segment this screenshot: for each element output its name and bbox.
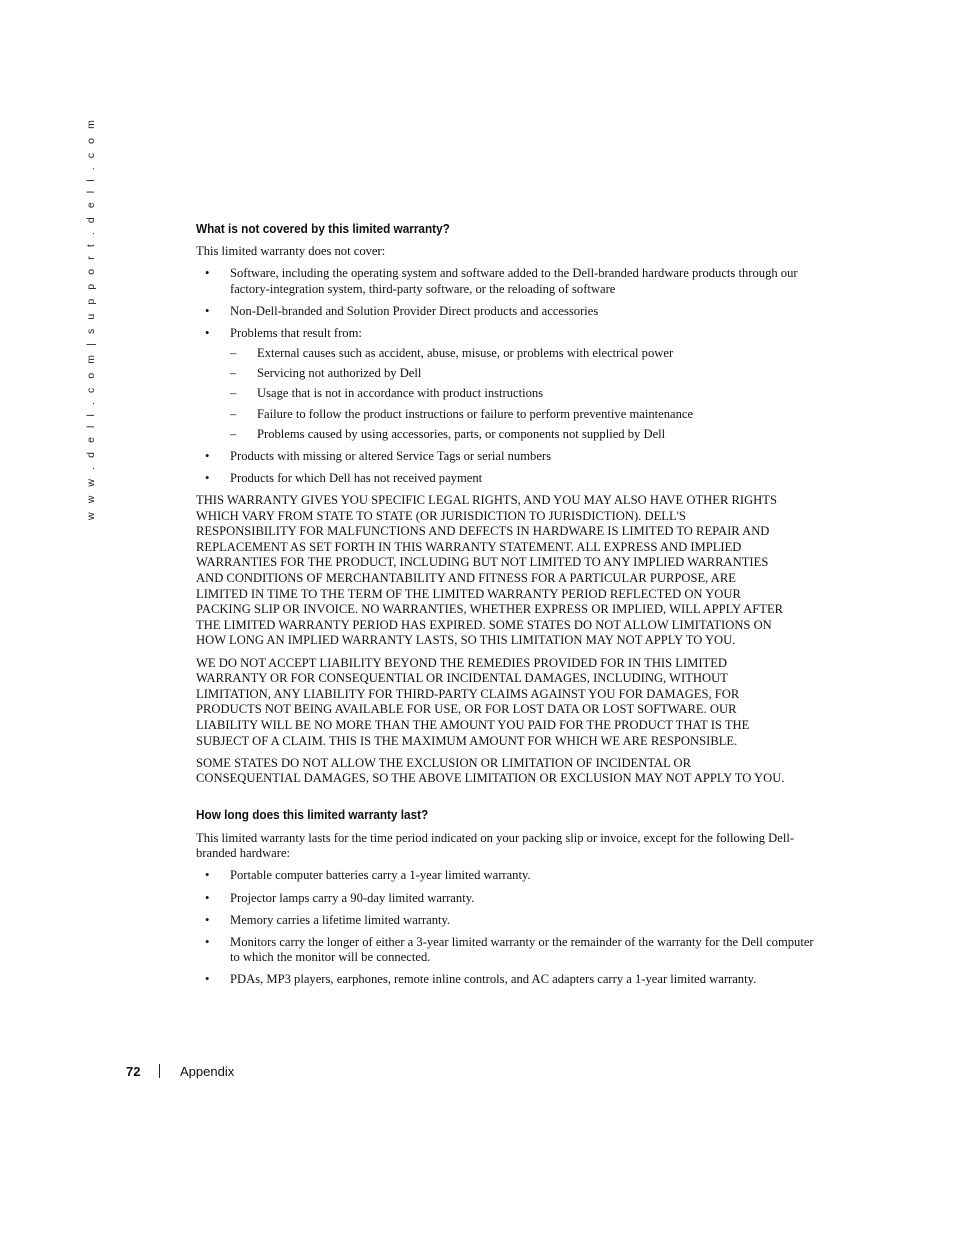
bullet-marker: • xyxy=(205,912,210,927)
bullet-marker: • xyxy=(205,325,210,340)
dash-marker: – xyxy=(230,346,237,361)
sub-list-item: – Problems caused by using accessories, parts, or components not supplied by Dell xyxy=(230,426,666,441)
dash-marker: – xyxy=(230,366,237,381)
list-item: • Memory carries a lifetime limited warranty. xyxy=(205,912,451,927)
dash-marker: – xyxy=(230,406,237,421)
bullet-marker: • xyxy=(205,934,210,949)
state-exclusion-paragraph: SOME STATES DO NOT ALLOW THE EXCLUSION OR LIMITATION OF INCIDENTAL OR CONSEQUENTIAL DAMAGES, SO THE ABOVE LIMITATION OR EXCLUSION MAY NOT APPLY TO YOU. xyxy=(196,755,785,786)
footer-divider xyxy=(159,1064,160,1078)
sub-list-item: – Failure to follow the product instructions or failure to perform preventive maintenance xyxy=(230,406,694,421)
bullet-marker: • xyxy=(205,448,210,463)
dash-marker: – xyxy=(230,386,237,401)
sidebar-url: w w w . d e l l . c o m | s u p p o r t . d e l l . c o m xyxy=(85,117,97,520)
list-item: • Software, including the operating system and software added to the Dell-branded hardware products through our factory-integration system, third-party software, or the reloading of software xyxy=(205,266,798,296)
bullet-marker: • xyxy=(205,303,210,318)
list-item: • Non-Dell-branded and Solution Provider Direct products and accessories xyxy=(205,303,599,318)
page-footer xyxy=(0,1062,954,1082)
sub-list-item: – External causes such as accident, abuse, misuse, or problems with electrical power xyxy=(230,346,674,361)
list-item: • Products for which Dell has not received payment xyxy=(205,471,483,485)
legal-rights-paragraph: THIS WARRANTY GIVES YOU SPECIFIC LEGAL RIGHTS, AND YOU MAY ALSO HAVE OTHER RIGHTS WHICH VARY FROM STATE TO STATE (OR JURISDICTION TO JURISDICTION). DELL'S RESPONSIBILITY FOR MALFUNCTIONS AND DEFECTS IN HARDWARE IS LIMITED TO REPAIR AND REPLACEMENT AS SET FORTH IN THIS WARRANTY STATEMENT. ALL EXPRESS AND IMPLIED WARRANTIES FOR THE PRODUCT, INCLUDING BUT NOT LIMITED TO ANY IMPLIED WARRANTIES AND CONDITIONS OF MERCHANTABILITY AND FITNESS FOR A PARTICULAR PURPOSE, ARE LIMITED IN TIME TO THE TERM OF THE LIMITED WARRANTY PERIOD REFLECTED ON YOUR PACKING SLIP OR INVOICE. NO WARRANTIES, WHETHER EXPRESS OR IMPLIED, WILL APPLY AFTER THE LIMITED WARRANTY PERIOD HAS EXPIRED. SOME STATES DO NOT ALLOW LIMITATIONS ON HOW LONG AN IMPLIED WARRANTY LASTS, SO THIS LIMITATION MAY NOT APPLY TO YOU. xyxy=(196,493,784,648)
list-item: • Products with missing or altered Service Tags or serial numbers xyxy=(205,448,552,463)
duration-list xyxy=(196,868,818,988)
sub-list-item: – Servicing not authorized by Dell xyxy=(230,366,422,381)
section-name: Appendix xyxy=(180,1064,235,1079)
list-item: • Problems that result from: – External causes such as accident, abuse, misuse, or problems with electrical power – Servicing not authorized by Dell – Usage that is not in accordance with product instructions – Failure to follow the product instructions or failure to perform preventive maintenance – Problems caused by using accessories, parts, or components not supplied by Dell xyxy=(196,326,818,443)
list-item: • Portable computer batteries carry a 1-year limited warranty. xyxy=(205,868,531,883)
sub-list-item: – Usage that is not in accordance with product instructions xyxy=(230,386,544,401)
bullet-marker: • xyxy=(205,868,210,883)
bullet-marker: • xyxy=(205,972,210,987)
section-intro: This limited warranty does not cover: xyxy=(196,244,386,258)
list-item: • PDAs, MP3 players, earphones, remote inline controls, and AC adapters carry a 1-year limited warranty. xyxy=(205,972,757,987)
section-intro: This limited warranty lasts for the time period indicated on your packing slip or invoice, except for the following Dell-branded hardware: xyxy=(196,830,795,861)
liability-paragraph: WE DO NOT ACCEPT LIABILITY BEYOND THE REMEDIES PROVIDED FOR IN THIS LIMITED WARRANTY OR FOR CONSEQUENTIAL OR INCIDENTAL DAMAGES, INCLUDING, WITHOUT LIMITATION, ANY LIABILITY FOR THIRD-PARTY CLAIMS AGAINST YOU FOR DAMAGES, FOR PRODUCTS NOT BEING AVAILABLE FOR USE, OR FOR LOST DATA OR LOST SOFTWARE. OUR LIABILITY WILL BE NO MORE THAN THE AMOUNT YOU PAID FOR THE PRODUCT THAT IS THE SUBJECT OF A CLAIM. THIS IS THE MAXIMUM AMOUNT FOR WHICH WE ARE RESPONSIBLE. xyxy=(196,655,750,748)
not-covered-list xyxy=(196,266,818,487)
page-content xyxy=(196,220,818,988)
list-item: • Projector lamps carry a 90-day limited warranty. xyxy=(205,890,475,905)
bullet-marker: • xyxy=(205,266,210,281)
page-number: 72 xyxy=(126,1064,141,1079)
problems-sublist xyxy=(230,346,818,442)
section-heading-duration: How long does this limited warranty last? xyxy=(196,806,429,822)
list-item: • Monitors carry the longer of either a 3-year limited warranty or the remainder of the warranty for the Dell computer to which the monitor will be connected. xyxy=(205,934,814,965)
section-heading-not-covered: What is not covered by this limited warranty? xyxy=(196,221,450,236)
bullet-marker: • xyxy=(205,471,210,485)
dash-marker: – xyxy=(230,426,237,441)
bullet-marker: • xyxy=(205,890,210,905)
